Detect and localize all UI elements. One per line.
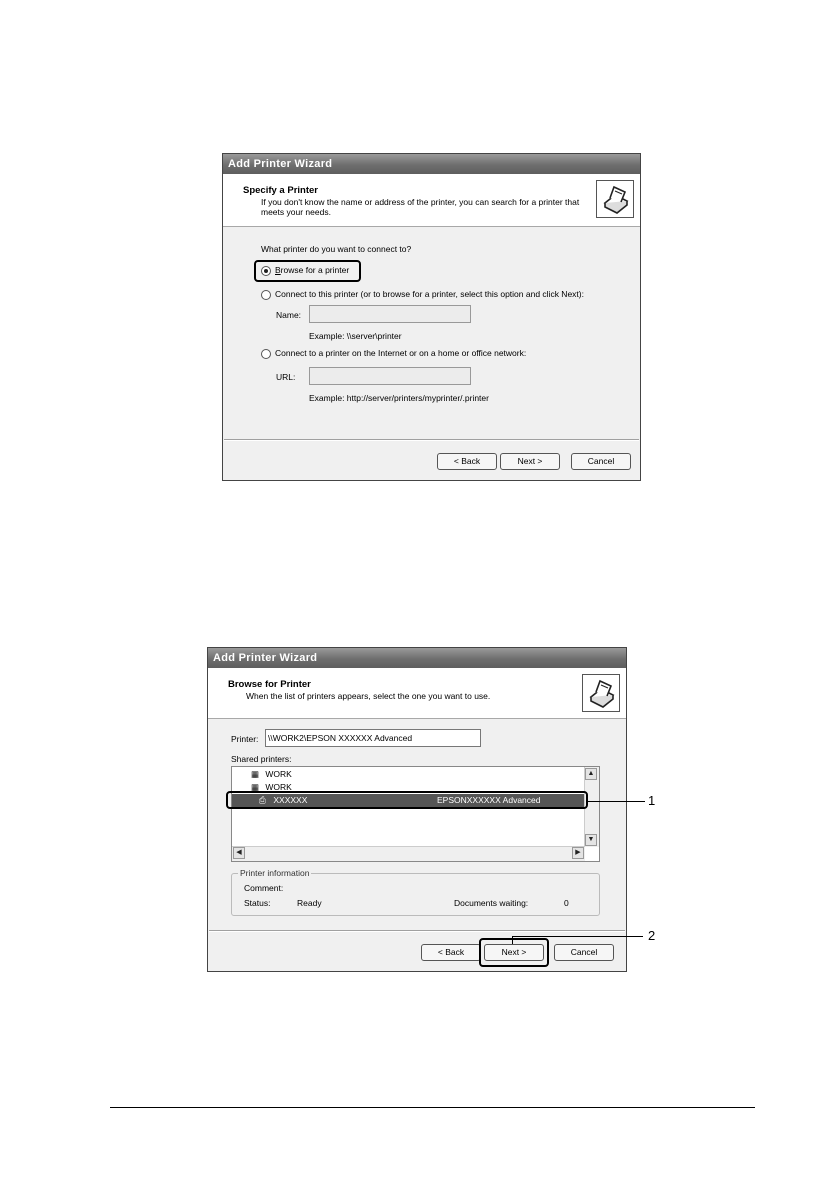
list-item[interactable]: ▦ WORK: [251, 782, 292, 792]
scroll-right-icon[interactable]: ▶: [572, 847, 584, 859]
browse-option-label[interactable]: Browse for a printer: [275, 265, 350, 275]
footer-separator: [224, 439, 639, 441]
wizard-header: [223, 174, 640, 227]
selected-printer-highlight: [226, 791, 588, 809]
next-button-highlight: [479, 938, 549, 967]
back-button[interactable]: < Back: [437, 453, 497, 470]
comment-label: Comment:: [244, 883, 284, 893]
cancel-button[interactable]: Cancel: [571, 453, 631, 470]
internet-option-label[interactable]: Connect to a printer on the Internet or on a home or office network:: [275, 348, 527, 358]
printer-input[interactable]: \\WORK2\EPSON XXXXXX Advanced: [265, 729, 481, 747]
back-button[interactable]: < Back: [421, 944, 481, 961]
workgroup-icon: ▦: [251, 782, 260, 792]
internet-radio[interactable]: [261, 349, 271, 359]
next-button[interactable]: Next >: [484, 944, 544, 961]
wizard-header: [208, 668, 626, 719]
workgroup-icon: ▦: [251, 769, 260, 779]
status-value: Ready: [297, 898, 322, 908]
page-footer-rule: [110, 1107, 755, 1108]
shared-printers-list[interactable]: [231, 766, 600, 862]
callout-line-2: [513, 936, 643, 937]
connect-option-label[interactable]: Connect to this printer (or to browse for a printer, select this option and click Next):: [275, 289, 584, 299]
printer-icon: [582, 674, 620, 712]
add-printer-wizard-window-2: [207, 647, 627, 972]
connect-question: What printer do you want to connect to?: [261, 244, 412, 254]
cancel-button[interactable]: Cancel: [554, 944, 614, 961]
list-item-selected[interactable]: ⎙ XXXXXX EPSONXXXXXX Advanced: [232, 794, 584, 807]
window-title: Add Printer Wizard: [208, 648, 626, 668]
callout-number-2: 2: [648, 928, 656, 943]
scroll-left-icon[interactable]: ◀: [233, 847, 245, 859]
callout-line-1: [587, 801, 645, 802]
url-input[interactable]: [309, 367, 471, 385]
connect-radio[interactable]: [261, 290, 271, 300]
shared-printers-label: Shared printers:: [231, 754, 292, 764]
url-example: Example: http://server/printers/myprinter/.printer: [309, 393, 489, 403]
header-subtitle: When the list of printers appears, select the one you want to use.: [246, 691, 491, 701]
status-label: Status:: [244, 898, 271, 908]
scroll-up-icon[interactable]: ▲: [585, 768, 597, 780]
documents-waiting-value: 0: [564, 898, 569, 908]
list-item[interactable]: ▦ WORK: [251, 769, 292, 779]
next-button[interactable]: Next >: [500, 453, 560, 470]
printer-label: Printer:: [231, 734, 259, 744]
header-title: Browse for Printer: [228, 679, 311, 690]
group-legend: Printer information: [240, 868, 310, 878]
name-input[interactable]: [309, 305, 471, 323]
url-label: URL:: [276, 372, 296, 382]
browse-highlight: [254, 260, 361, 282]
name-example: Example: \\server\printer: [309, 331, 402, 341]
name-label: Name:: [276, 310, 302, 320]
add-printer-wizard-window-1: [222, 153, 641, 481]
printer-icon: [596, 180, 634, 218]
horizontal-scrollbar[interactable]: [232, 846, 585, 861]
window-title: Add Printer Wizard: [223, 154, 640, 174]
callout-line-2-drop: [512, 936, 513, 944]
printer-information-group: [231, 868, 600, 916]
header-title: Specify a Printer: [243, 185, 318, 196]
callout-number-1: 1: [648, 793, 656, 808]
footer-separator: [209, 930, 625, 932]
printer-icon: ⎙: [259, 795, 266, 805]
scroll-down-icon[interactable]: ▼: [585, 834, 597, 846]
header-subtitle: If you don't know the name or address of the printer, you can search for a printer that meets your needs.: [261, 197, 580, 217]
documents-waiting-label: Documents waiting:: [454, 898, 529, 908]
